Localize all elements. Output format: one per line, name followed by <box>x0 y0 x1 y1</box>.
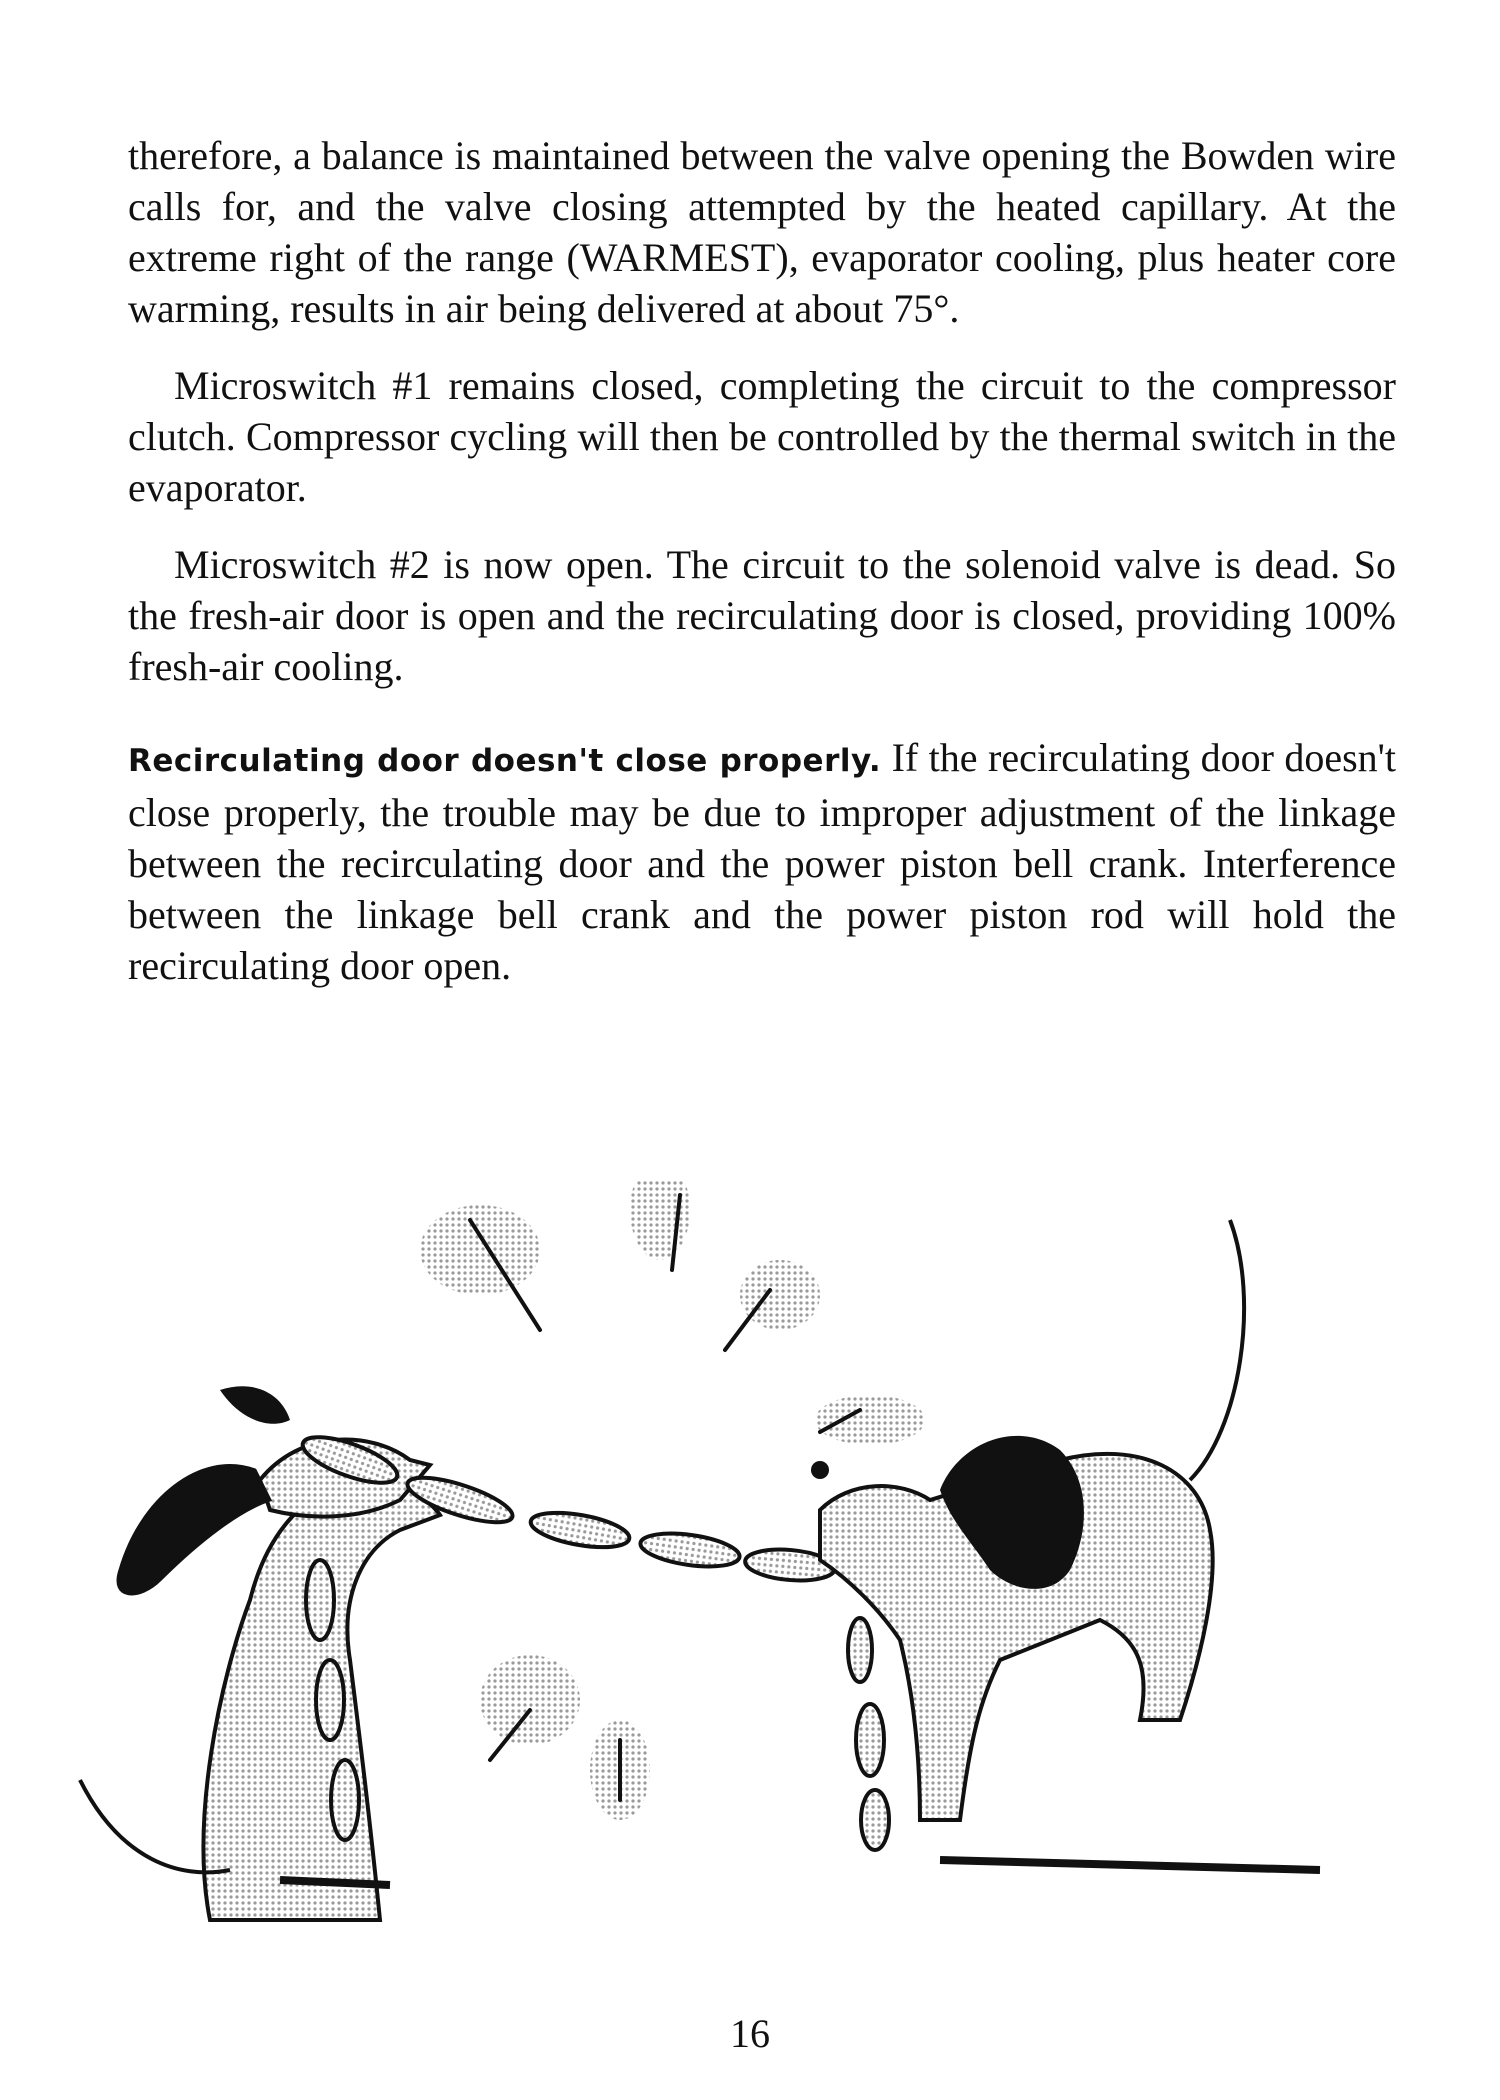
section-heading: Recirculating door doesn't close properly. <box>128 743 882 779</box>
page-number: 16 <box>730 2011 770 2056</box>
section-body: If the recirculating door doesn't close properly, the trouble may be due to improper adjustment of the linkage between the recirculating door and the power piston bell crank. Interference between the linkage bell crank and the power piston rod will hold the recirculating door open. <box>128 735 1396 988</box>
body-text <box>128 130 1396 1017</box>
paragraph-warmest-range: therefore, a balance is maintained between the valve opening the Bowden wire calls for, and the valve closing attempted by the heated capillary. At the extreme right of the range (WARMEST), evaporator cooling, plus heater core warming, results in air being delivered at about 75°. <box>128 133 1396 331</box>
cartoon-dogs-tug-of-war-illustration <box>60 1180 1440 1940</box>
paragraph-recirculating-door <box>128 732 1396 991</box>
paragraph-microswitch-1: Microswitch #1 remains closed, completing the circuit to the compressor clutch. Compressor cycling will then be controlled by the thermal switch in the evaporator. <box>128 363 1396 510</box>
paragraph-microswitch-2: Microswitch #2 is now open. The circuit to the solenoid valve is dead. So the fresh-air door is open and the recirculating door is closed, providing 100% fresh-air cooling. <box>128 542 1396 689</box>
right-dog <box>811 1220 1320 1870</box>
